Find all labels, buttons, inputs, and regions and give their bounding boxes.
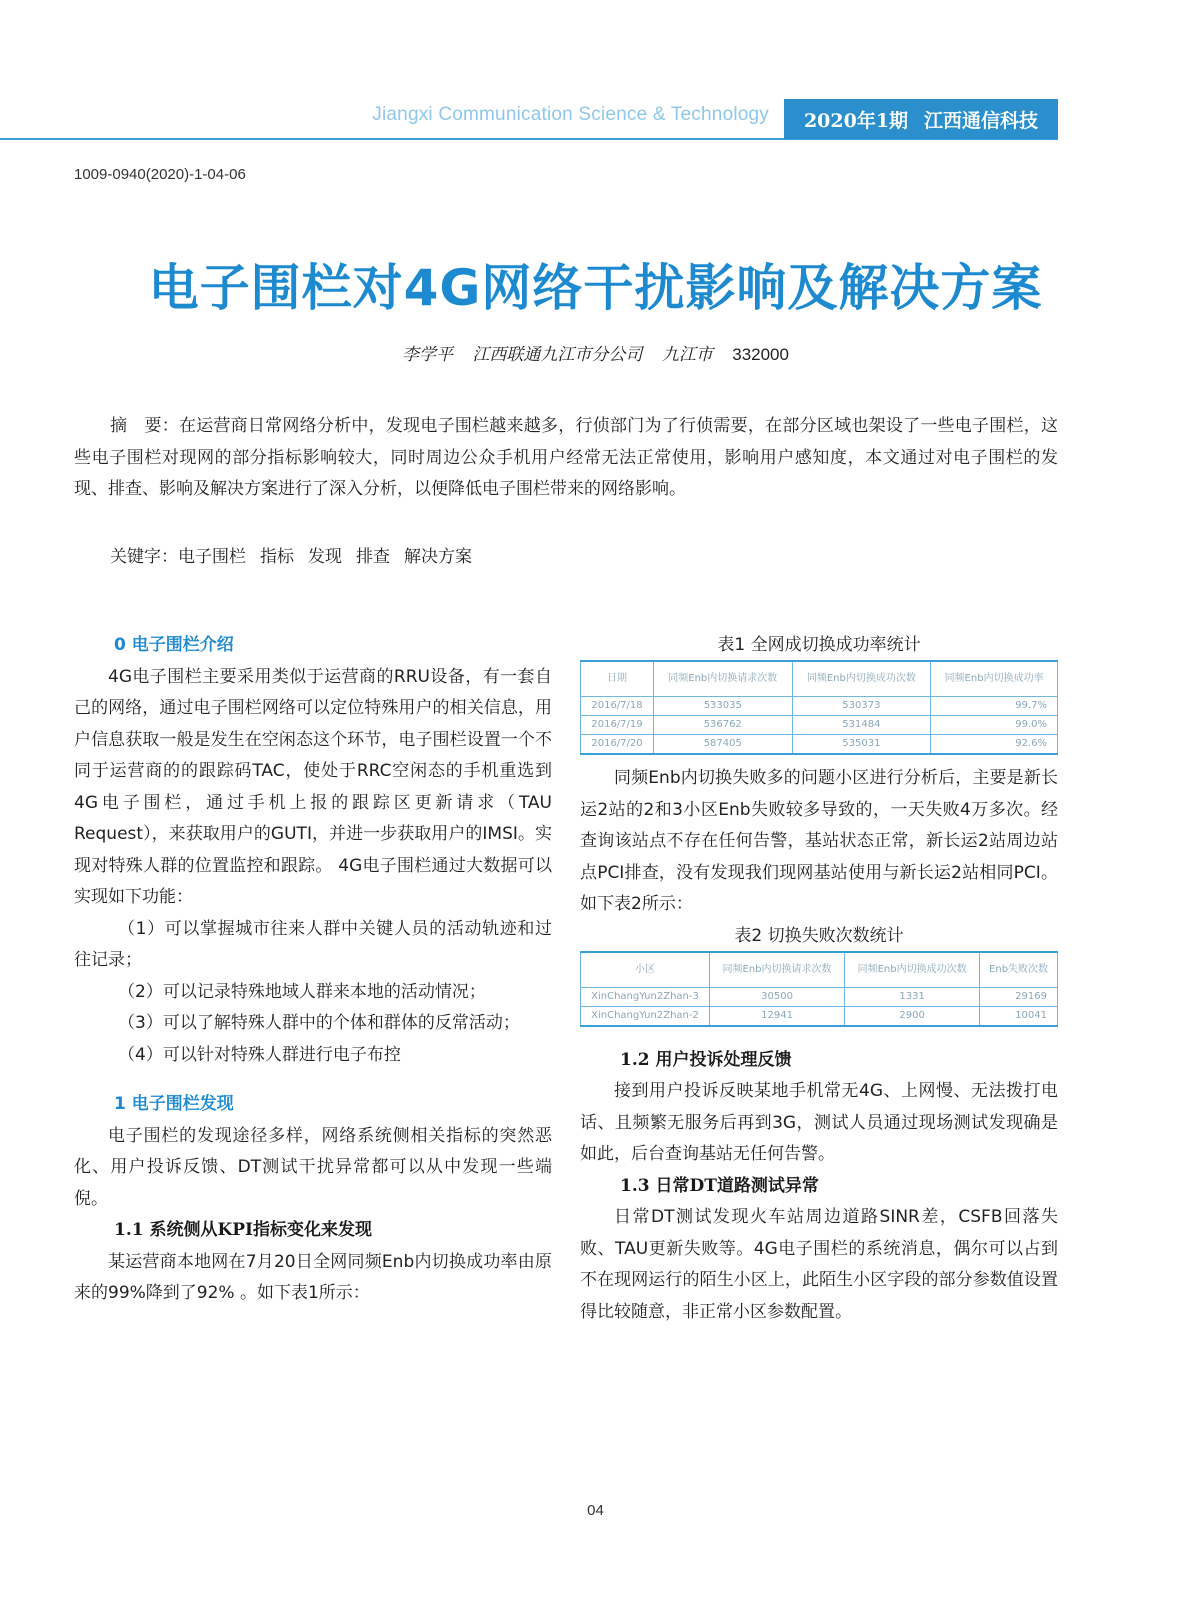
keyword: 发现 bbox=[308, 547, 342, 567]
left-column bbox=[74, 630, 552, 1310]
keyword: 指标 bbox=[260, 547, 294, 567]
table-header-cell: 同频Enb内切换成功次数 bbox=[792, 661, 931, 697]
table-header-cell: 小区 bbox=[581, 952, 710, 988]
table-cell: 30500 bbox=[710, 987, 845, 1006]
paragraph: 日常DT测试发现火车站周边道路SINR差，CSFB回落失败、TAU更新失败等。4G电子围栏的系统消息，偶尔可以占到不在现网运行的陌生小区上，此陌生小区字段的部分参数值设置得比较随意，非正常小区参数配置。 bbox=[580, 1207, 1058, 1322]
table-cell: XinChangYun2Zhan-3 bbox=[581, 987, 710, 1006]
table-cell: 99.7% bbox=[931, 697, 1058, 716]
table-row bbox=[581, 735, 1058, 755]
abstract bbox=[74, 411, 1058, 506]
table-cell: 531484 bbox=[792, 716, 931, 735]
table-cell: 2900 bbox=[845, 1006, 980, 1026]
subsection-heading: 1.1 系统侧从KPI指标变化来发现 bbox=[114, 1220, 373, 1240]
journal-name-cn: 江西通信科技 bbox=[924, 109, 1039, 132]
table-header-cell: 同频Enb内切换成功率 bbox=[931, 661, 1058, 697]
handover-success-table bbox=[580, 660, 1058, 755]
section-heading: 1 电子围栏发现 bbox=[114, 1094, 234, 1114]
table-cell: 1331 bbox=[845, 987, 980, 1006]
handover-failure-table bbox=[580, 951, 1058, 1027]
table-cell: 29169 bbox=[980, 987, 1058, 1006]
subsection-heading: 1.3 日常DT道路测试异常 bbox=[620, 1175, 819, 1196]
author-name: 李学平 bbox=[402, 345, 454, 365]
table-cell: 533035 bbox=[654, 697, 793, 716]
paper-title: 电子围栏对4G网络干扰影响及解决方案 bbox=[148, 259, 1043, 317]
author-postcode: 332000 bbox=[732, 345, 789, 364]
subsection-heading: 1.2 用户投诉处理反馈 bbox=[620, 1049, 792, 1070]
author-city: 九江市 bbox=[661, 345, 713, 365]
author-line bbox=[0, 340, 1191, 365]
table-row bbox=[581, 987, 1058, 1006]
list-item: （1）可以掌握城市往来人群中关键人员的活动轨迹和过往记录； bbox=[74, 918, 552, 970]
author-affiliation: 江西联通九江市分公司 bbox=[472, 345, 643, 365]
keyword: 排查 bbox=[356, 547, 390, 567]
document-id: 1009-0940(2020)-1-04-06 bbox=[74, 166, 246, 183]
list-item: （4）可以针对特殊人群进行电子布控 bbox=[118, 1044, 401, 1065]
table-header-cell: 同频Enb内切换请求次数 bbox=[654, 661, 793, 697]
right-column bbox=[580, 630, 1058, 1328]
table-cell: 530373 bbox=[792, 697, 931, 716]
table-caption: 表1 全网成切换成功率统计 bbox=[717, 635, 921, 655]
table-cell: 535031 bbox=[792, 735, 931, 755]
table-cell: 10041 bbox=[980, 1006, 1058, 1026]
abstract-text: 摘 要：在运营商日常网络分析中，发现电子围栏越来越多，行侦部门为了行侦需要，在部分区域也架设了一些电子围栏，这些电子围栏对现网的部分指标影响较大，同时周边公众手机用户经常无法正常使用，影响用户感知度，本文通过对电子围栏的发现、排查、影响及解决方案进行了深入分析，以便降低电子围栏带来的网络影响。 bbox=[74, 416, 1058, 499]
table-row bbox=[581, 716, 1058, 735]
table-header-cell: 日期 bbox=[581, 661, 654, 697]
table-caption: 表2 切换失败次数统计 bbox=[734, 925, 904, 946]
keywords-label: 关键字： bbox=[110, 547, 178, 567]
table-cell: 92.6% bbox=[931, 735, 1058, 755]
page-number: 04 bbox=[587, 1502, 604, 1519]
table-cell: 587405 bbox=[654, 735, 793, 755]
table-header-cell: 同频Enb内切换成功次数 bbox=[845, 952, 980, 988]
table-cell: 2016/7/19 bbox=[581, 716, 654, 735]
paragraph: 某运营商本地网在7月20日全网同频Enb内切换成功率由原来的99%降到了92% 。如下表1所示： bbox=[74, 1251, 552, 1303]
journal-issue-badge bbox=[784, 99, 1058, 139]
table-cell: 2016/7/20 bbox=[581, 735, 654, 755]
table-cell: 2016/7/18 bbox=[581, 697, 654, 716]
table-cell: 99.0% bbox=[931, 716, 1058, 735]
table-cell: 12941 bbox=[710, 1006, 845, 1026]
keyword: 解决方案 bbox=[404, 547, 472, 567]
table-cell: XinChangYun2Zhan-2 bbox=[581, 1006, 710, 1026]
journal-name-en: Jiangxi Communication Science & Technology bbox=[372, 104, 769, 125]
list-item: （3）可以了解特殊人群中的个体和群体的反常活动； bbox=[118, 1013, 520, 1033]
paragraph: 电子围栏的发现途径多样，网络系统侧相关指标的突然恶化、用户投诉反馈、DT测试干扰异常都可以从中发现一些端倪。 bbox=[74, 1125, 552, 1209]
table-row bbox=[581, 697, 1058, 716]
table-header-cell: Enb失败次数 bbox=[980, 952, 1058, 988]
section-heading: 0 电子围栏介绍 bbox=[114, 635, 234, 655]
paragraph: 4G电子围栏主要采用类似于运营商的RRU设备，有一套自己的网络，通过电子围栏网络可以定位特殊用户的相关信息，用户信息获取一般是发生在空闲态这个环节，电子围栏设置一个不同于运营商的的跟踪码TAC，使处于RRC空闲态的手机重选到4G电子围栏，通过手机上报的跟踪区更新请求（TAU Request），来获取用户的GUTI，并进一步获取用户的IMSI。实现对特殊人群的位置监控和跟踪。 4G电子围栏通过大数据可以实现如下功能： bbox=[74, 666, 552, 907]
paragraph: 同频Enb内切换失败多的问题小区进行分析后，主要是新长运2站的2和3小区Enb失败较多导致的，一天失败4万多次。经查询该站点不存在任何告警，基站状态正常，新长运2站周边站点PCI排查，没有发现我们现网基站使用与新长运2站相同PCI。 如下表2所示： bbox=[580, 768, 1058, 914]
issue-label: 2020年1期 bbox=[803, 109, 909, 132]
keyword: 电子围栏 bbox=[178, 547, 246, 567]
paragraph: 接到用户投诉反映某地手机常无4G、上网慢、无法拨打电话、且频繁无服务后再到3G，测试人员通过现场测试发现确是如此，后台查询基站无任何告警。 bbox=[580, 1081, 1058, 1164]
table-cell: 536762 bbox=[654, 716, 793, 735]
keywords bbox=[110, 542, 486, 567]
table-row bbox=[581, 1006, 1058, 1026]
table-header-cell: 同频Enb内切换请求次数 bbox=[710, 952, 845, 988]
list-item: （2）可以记录特殊地域人群来本地的活动情况； bbox=[118, 981, 486, 1002]
